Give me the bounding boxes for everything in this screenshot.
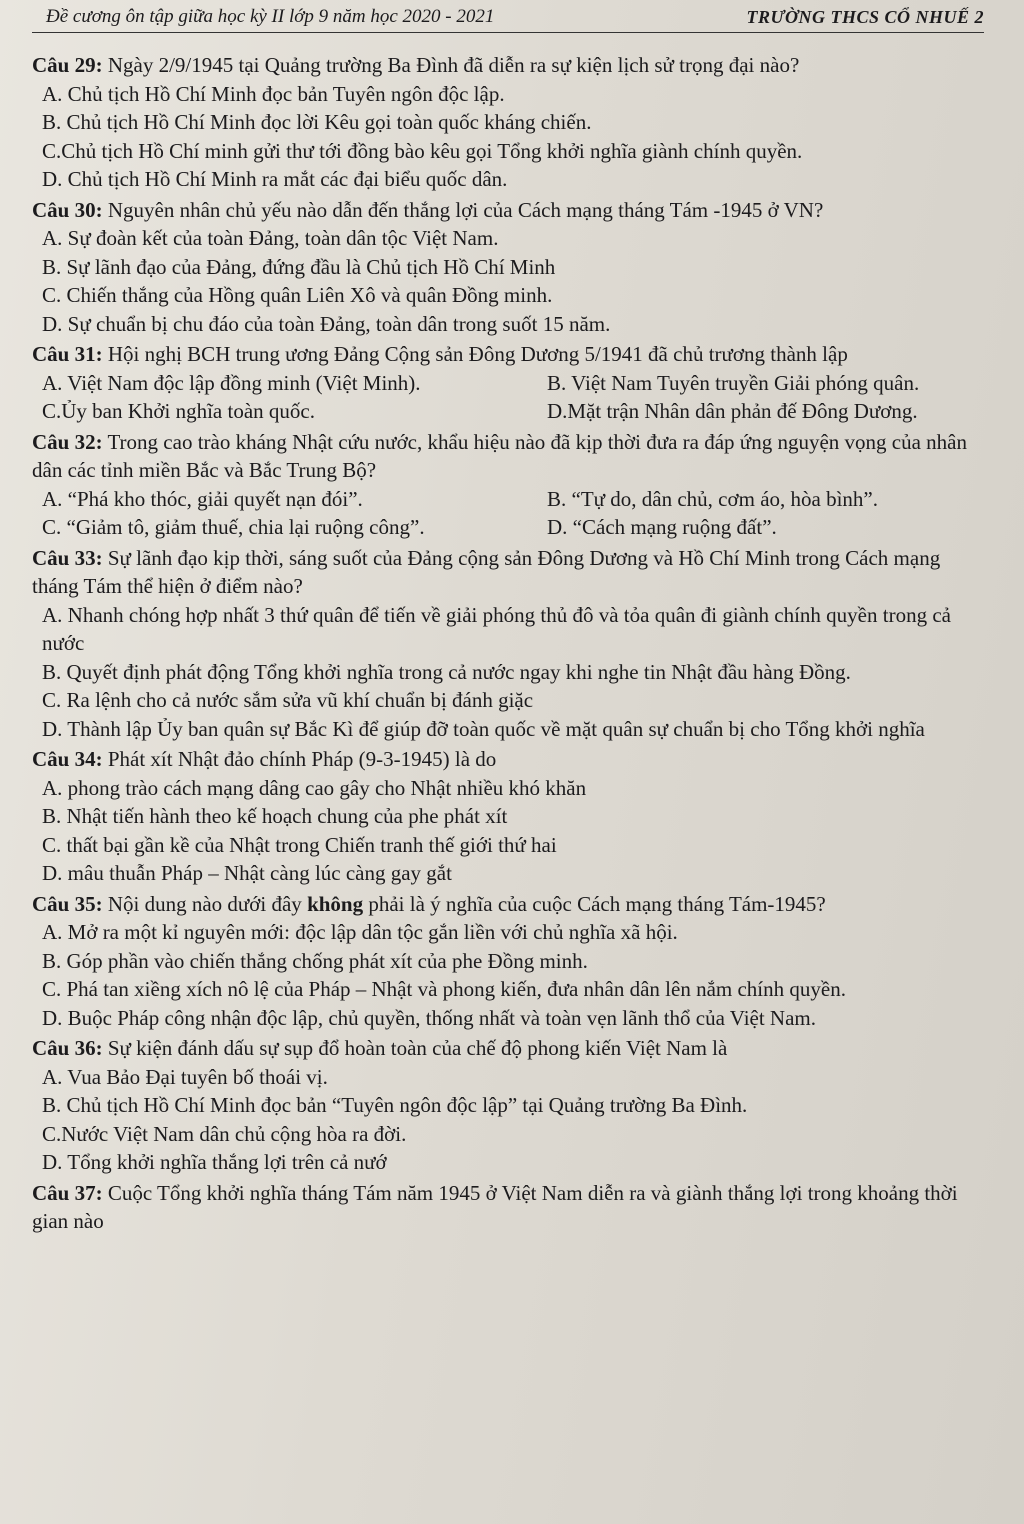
option-c: C.Nước Việt Nam dân chủ cộng hòa ra đời. xyxy=(42,1121,407,1146)
option-a: A. “Phá kho thóc, giải quyết nạn đói”. xyxy=(42,486,363,511)
question-stem xyxy=(32,890,984,919)
option-b: B. Chủ tịch Hồ Chí Minh đọc lời Kêu gọi toàn quốc kháng chiến. xyxy=(42,110,592,134)
option-d: D. Sự chuẩn bị chu đáo của toàn Đảng, toàn dân trong suốt 15 năm. xyxy=(42,311,611,336)
question-stem xyxy=(32,1179,984,1236)
question-label: Câu 34: xyxy=(32,747,103,771)
question-33 xyxy=(32,544,984,744)
option-d: D. Tổng khởi nghĩa thắng lợi trên cả nướ xyxy=(42,1150,387,1174)
question-label: Câu 37: xyxy=(32,1180,103,1205)
option-row xyxy=(42,397,984,426)
option-b: B. Sự lãnh đạo của Đảng, đứng đầu là Chủ tịch Hồ Chí Minh xyxy=(42,254,556,279)
option-c: C. thất bại gần kề của Nhật trong Chiến tranh thế giới thứ hai xyxy=(42,832,557,857)
question-text: Cuộc Tổng khởi nghĩa tháng Tám năm 1945 ở Việt Nam diễn ra và giành thắng lợi trong khoảng thời gian nào xyxy=(32,1180,958,1233)
option-row xyxy=(42,485,984,514)
question-label: Câu 33: xyxy=(32,545,103,570)
question-31 xyxy=(32,340,984,426)
option-a: A. Chủ tịch Hồ Chí Minh đọc bản Tuyên ngôn độc lập. xyxy=(42,81,505,106)
option-a: A. Nhanh chóng hợp nhất 3 thứ quân để tiến về giải phóng thủ đô và tỏa quân đi giành chính quyền trong cả nước xyxy=(42,602,951,655)
option-row xyxy=(42,369,984,398)
option-a: A. Việt Nam độc lập đồng minh (Việt Minh). xyxy=(42,370,421,395)
option-row xyxy=(42,513,984,542)
option-d: D. “Cách mạng ruộng đất”. xyxy=(547,515,777,539)
option-b: B. Chủ tịch Hồ Chí Minh đọc bản “Tuyên ngôn độc lập” tại Quảng trường Ba Đình. xyxy=(42,1093,748,1117)
option-c: C.Chủ tịch Hồ Chí minh gửi thư tới đồng bào kêu gọi Tổng khởi nghĩa giành chính quyền. xyxy=(42,138,803,163)
option-b: B. Nhật tiến hành theo kế hoạch chung của phe phát xít xyxy=(42,804,508,828)
question-text-after: phải là ý nghĩa của cuộc Cách mạng tháng Tám-1945? xyxy=(363,891,826,916)
question-stem xyxy=(32,340,984,369)
question-text: Phát xít Nhật đảo chính Pháp (9-3-1945) là do xyxy=(107,747,497,771)
question-stem xyxy=(32,544,984,601)
option-d: D. Buộc Pháp công nhận độc lập, chủ quyền, thống nhất và toàn vẹn lãnh thổ của Việt Nam. xyxy=(42,1005,817,1030)
question-37 xyxy=(32,1179,984,1236)
document-title: Đề cương ôn tập giữa học kỳ II lớp 9 năm học 2020 - 2021 xyxy=(46,6,495,27)
question-36 xyxy=(32,1034,984,1177)
question-30 xyxy=(32,196,984,339)
question-stem xyxy=(32,745,984,774)
question-text: Ngày 2/9/1945 tại Quảng trường Ba Đình đã diễn ra sự kiện lịch sử trọng đại nào? xyxy=(107,53,800,77)
question-32 xyxy=(32,428,984,542)
option-a: A. Vua Bảo Đại tuyên bố thoái vị. xyxy=(42,1064,328,1089)
question-text: Sự kiện đánh dấu sự sụp đổ hoàn toàn của chế độ phong kiến Việt Nam là xyxy=(107,1036,728,1060)
option-a: A. Sự đoàn kết của toàn Đảng, toàn dân tộc Việt Nam. xyxy=(42,226,499,250)
question-label: Câu 32: xyxy=(32,429,103,454)
option-a: A. Mở ra một kỉ nguyên mới: độc lập dân tộc gắn liền với chủ nghĩa xã hội. xyxy=(42,920,678,944)
option-c: C.Ủy ban Khởi nghĩa toàn quốc. xyxy=(42,399,315,423)
question-label: Câu 35: xyxy=(32,891,103,916)
option-d: D. mâu thuẫn Pháp – Nhật càng lúc càng gay gắt xyxy=(42,861,452,885)
option-d: D.Mặt trận Nhân dân phản đế Đông Dương. xyxy=(547,399,918,423)
school-name: TRƯỜNG THCS CỔ NHUẾ 2 xyxy=(746,7,984,27)
question-label: Câu 30: xyxy=(32,197,103,222)
question-34 xyxy=(32,745,984,888)
option-d: D. Chủ tịch Hồ Chí Minh ra mắt các đại biểu quốc dân. xyxy=(42,167,508,191)
question-text: Trong cao trào kháng Nhật cứu nước, khẩu hiệu nào đã kịp thời đưa ra đáp ứng nguyện vọng của nhân dân các tỉnh miền Bắc và Bắc Trung Bộ? xyxy=(32,429,967,482)
question-29 xyxy=(32,51,984,194)
option-c: C. “Giảm tô, giảm thuế, chia lại ruộng công”. xyxy=(42,515,425,539)
option-b: B. “Tự do, dân chủ, cơm áo, hòa bình”. xyxy=(547,486,878,511)
question-label: Câu 36: xyxy=(32,1036,103,1060)
option-b: B. Việt Nam Tuyên truyền Giải phóng quân. xyxy=(547,370,920,395)
option-c: C. Phá tan xiềng xích nô lệ của Pháp – Nhật và phong kiến, đưa nhân dân lên nắm chính quyền. xyxy=(42,977,846,1001)
option-a: A. phong trào cách mạng dâng cao gây cho Nhật nhiều khó khăn xyxy=(42,775,587,800)
question-stem xyxy=(32,428,984,485)
question-text: Sự lãnh đạo kịp thời, sáng suốt của Đảng cộng sản Đông Dương và Hồ Chí Minh trong Cách mạng tháng Tám thể hiện ở điểm nào? xyxy=(32,545,941,598)
question-text: Nguyên nhân chủ yếu nào dẫn đến thắng lợi của Cách mạng tháng Tám -1945 ở VN? xyxy=(107,197,824,222)
question-text-before: Nội dung nào dưới đây xyxy=(107,891,308,916)
option-b: B. Quyết định phát động Tổng khởi nghĩa trong cả nước ngay khi nghe tin Nhật đầu hàng Đồng. xyxy=(42,659,851,684)
question-stem xyxy=(32,51,984,80)
question-stem xyxy=(32,1034,984,1063)
question-label: Câu 29: xyxy=(32,53,103,77)
question-label: Câu 31: xyxy=(32,342,103,366)
question-stem xyxy=(32,196,984,225)
question-text-emphasis: không xyxy=(307,891,364,916)
option-d: D. Thành lập Ủy ban quân sự Bắc Kì để giúp đỡ toàn quốc về mặt quân sự chuẩn bị cho Tổng khởi nghĩa xyxy=(42,716,925,741)
question-text: Hội nghị BCH trung ương Đảng Cộng sản Đông Dương 5/1941 đã chủ trương thành lập xyxy=(107,342,848,366)
question-35 xyxy=(32,890,984,1033)
page-header xyxy=(32,6,984,33)
option-c: C. Chiến thắng của Hồng quân Liên Xô và quân Đồng minh. xyxy=(42,283,553,307)
option-c: C. Ra lệnh cho cả nước sắm sửa vũ khí chuẩn bị đánh giặc xyxy=(42,688,534,712)
option-b: B. Góp phần vào chiến thắng chống phát xít của phe Đồng minh. xyxy=(42,948,588,973)
